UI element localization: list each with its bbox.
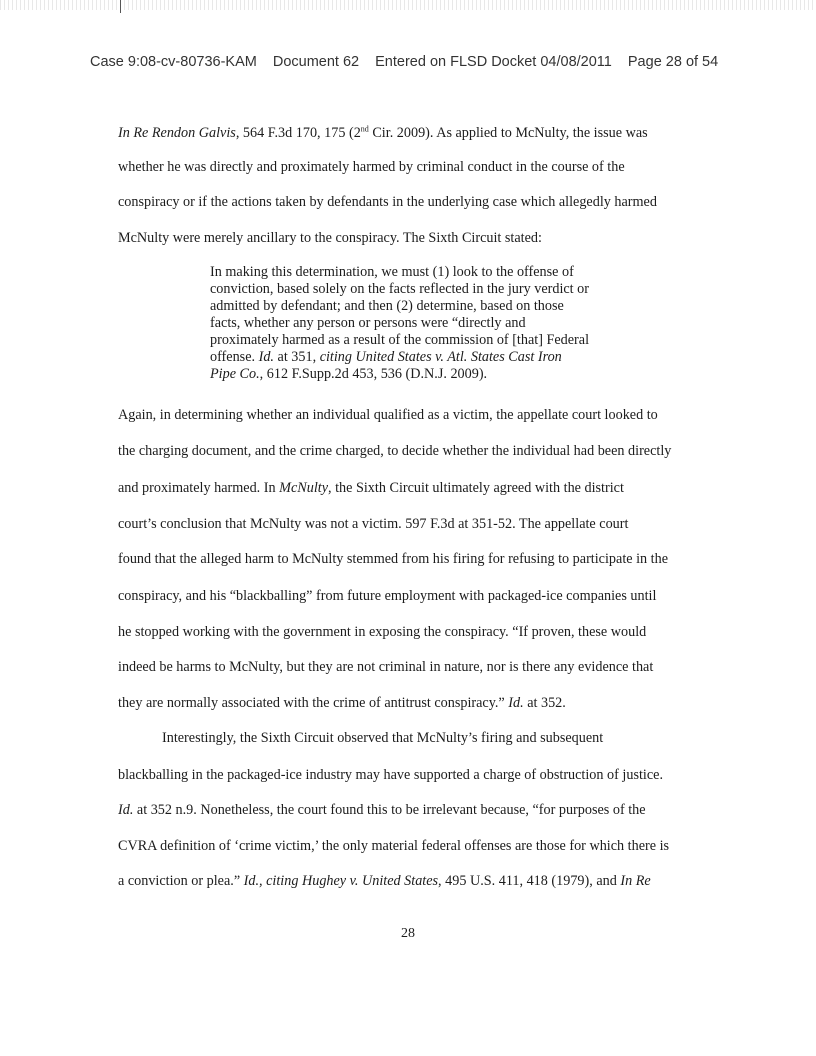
quote-line-2: conviction, based solely on the facts reflected in the jury verdict or: [210, 281, 589, 297]
quote-line-7: Pipe Co., 612 F.Supp.2d 453, 536 (D.N.J. 2009).: [210, 366, 488, 382]
paragraph-line-13: they are normally associated with the crime of antitrust conspiracy.” Id. at 352.: [118, 695, 566, 711]
paragraph-line-12: indeed be harms to McNulty, but they are not criminal in nature, nor is there any evidence that: [118, 659, 654, 675]
page-count: Page 28 of 54: [627, 54, 719, 70]
quote-line-6: offense. Id. at 351, citing United States v. Atl. States Cast Iron: [210, 349, 562, 365]
paragraph-line-3: conspiracy or if the actions taken by defendants in the underlying case which allegedly harmed: [118, 194, 657, 210]
page-number: 28: [401, 926, 415, 941]
paragraph-line-16: Id. at 352 n.9. Nonetheless, the court found this to be irrelevant because, “for purposes of the: [118, 802, 646, 818]
paragraph-line-11: he stopped working with the government in exposing the conspiracy. “If proven, these would: [118, 624, 647, 640]
paragraph-line-5: Again, in determining whether an individual qualified as a victim, the appellate court looked to: [118, 407, 658, 423]
paragraph-line-8: court’s conclusion that McNulty was not a victim. 597 F.3d at 351-52. The appellate court: [118, 516, 629, 532]
paragraph-line-9: found that the alleged harm to McNulty stemmed from his firing for refusing to participate in the: [118, 551, 669, 567]
quote-line-1: In making this determination, we must (1) look to the offense of: [210, 264, 574, 280]
case-number: Case 9:08-cv-80736-KAM: [90, 54, 257, 70]
paragraph-line-18: a conviction or plea.” Id., citing Hughey v. United States, 495 U.S. 411, 418 (1979), and In Re: [118, 873, 651, 889]
docket-entry: Entered on FLSD Docket 04/08/2011: [375, 54, 612, 70]
paragraph-line-6: the charging document, and the crime charged, to decide whether the individual had been directly: [118, 443, 672, 459]
paragraph-line-14: Interestingly, the Sixth Circuit observed that McNulty’s firing and subsequent: [162, 730, 604, 746]
scan-artifact-strip: [0, 0, 816, 10]
quote-line-5: proximately harmed as a result of the commission of [that] Federal: [210, 332, 590, 348]
paragraph-line-2: whether he was directly and proximately harmed by criminal conduct in the course of the: [118, 159, 625, 175]
case-citation: In Re Rendon Galvis: [118, 125, 236, 141]
paragraph-line-4: McNulty were merely ancillary to the conspiracy. The Sixth Circuit stated:: [118, 230, 542, 246]
paragraph-line-17: CVRA definition of ‘crime victim,’ the only material federal offenses are those for which there is: [118, 838, 670, 854]
quote-line-3: admitted by defendant; and then (2) determine, based on those: [210, 298, 564, 314]
scan-artifact-mark: [120, 0, 121, 13]
paragraph-line-1: In Re Rendon Galvis, 564 F.3d 170, 175 (2nd Cir. 2009). As applied to McNulty, the issue was: [118, 124, 648, 141]
paragraph-line-7: and proximately harmed. In McNulty, the Sixth Circuit ultimately agreed with the district: [118, 480, 624, 496]
quote-line-4: facts, whether any person or persons were “directly and: [210, 315, 526, 331]
case-header: [90, 54, 750, 70]
paragraph-line-15: blackballing in the packaged-ice industry may have supported a charge of obstruction of justice.: [118, 767, 663, 783]
document-number: Document 62: [272, 54, 360, 70]
paragraph-line-10: conspiracy, and his “blackballing” from future employment with packaged-ice companies until: [118, 588, 657, 604]
